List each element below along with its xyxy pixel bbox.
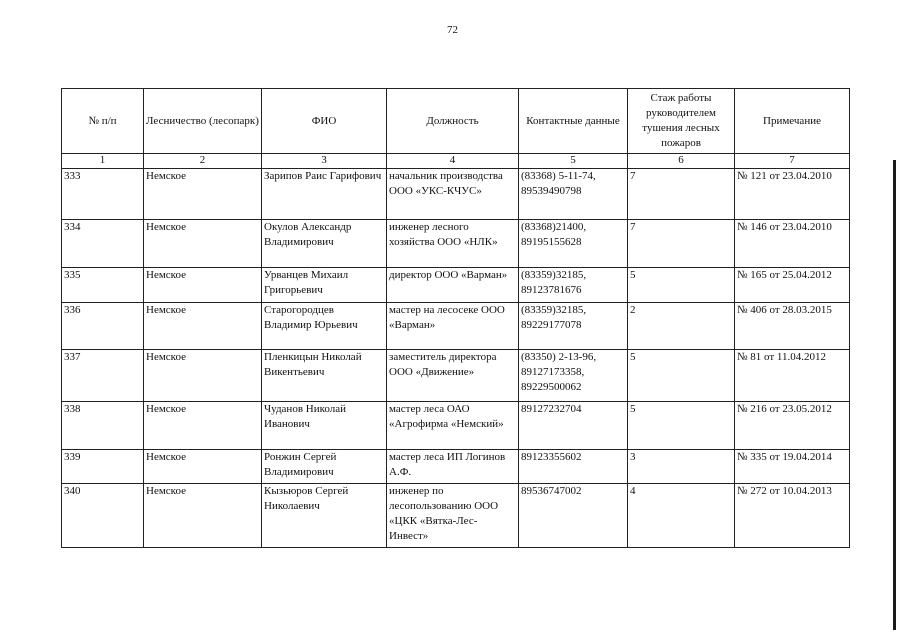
cell-experience: 4: [628, 484, 735, 548]
header-cell-experience: Стаж работы руководителем тушения лесных пожаров: [628, 89, 735, 154]
cell-forestry: Немское: [144, 220, 262, 268]
cell-position: начальник производства ООО «УКС-КЧУС»: [387, 169, 519, 220]
table-row: [62, 303, 850, 350]
cell-contacts: (83359)32185, 89123781676: [519, 268, 628, 303]
cell-fio: Урванцев Михаил Григорьевич: [262, 268, 387, 303]
table-row: [62, 402, 850, 450]
column-number: 4: [387, 154, 519, 169]
cell-note: № 146 от 23.04.2010: [735, 220, 850, 268]
table-row: [62, 350, 850, 402]
cell-position: директор ООО «Варман»: [387, 268, 519, 303]
cell-position: инженер по лесопользованию ООО «ЦКК «Вятка-Лес-Инвест»: [387, 484, 519, 548]
cell-position: заместитель директора ООО «Движение»: [387, 350, 519, 402]
cell-number: 333: [62, 169, 144, 220]
column-numbers-row: [62, 154, 850, 169]
cell-note: № 121 от 23.04.2010: [735, 169, 850, 220]
cell-experience: 7: [628, 169, 735, 220]
column-number: 3: [262, 154, 387, 169]
cell-contacts: 89127232704: [519, 402, 628, 450]
cell-fio: Зарипов Раис Гарифович: [262, 169, 387, 220]
cell-forestry: Немское: [144, 350, 262, 402]
cell-note: № 335 от 19.04.2014: [735, 450, 850, 484]
cell-experience: 3: [628, 450, 735, 484]
column-number: 5: [519, 154, 628, 169]
cell-forestry: Немское: [144, 484, 262, 548]
cell-forestry: Немское: [144, 402, 262, 450]
cell-fio: Старогородцев Владимир Юрьевич: [262, 303, 387, 350]
column-number: 7: [735, 154, 850, 169]
header-cell-forestry: Лесничество (лесопарк): [144, 89, 262, 154]
firefighters-table: [61, 88, 850, 548]
cell-note: № 216 от 23.05.2012: [735, 402, 850, 450]
cell-position: мастер леса ИП Логинов А.Ф.: [387, 450, 519, 484]
cell-number: 336: [62, 303, 144, 350]
column-number: 2: [144, 154, 262, 169]
header-cell-contacts: Контактные данные: [519, 89, 628, 154]
scan-edge-mark: [893, 160, 896, 630]
page-number: 72: [447, 24, 458, 36]
table-row: [62, 484, 850, 548]
cell-note: № 272 от 10.04.2013: [735, 484, 850, 548]
cell-number: 338: [62, 402, 144, 450]
cell-contacts: (83350) 2-13-96, 89127173358, 89229500062: [519, 350, 628, 402]
cell-position: мастер на лесосеке ООО «Варман»: [387, 303, 519, 350]
cell-fio: Чуданов Николай Иванович: [262, 402, 387, 450]
cell-number: 337: [62, 350, 144, 402]
cell-contacts: 89123355602: [519, 450, 628, 484]
cell-fio: Окулов Александр Владимирович: [262, 220, 387, 268]
cell-forestry: Немское: [144, 450, 262, 484]
cell-contacts: 89536747002: [519, 484, 628, 548]
table-row: [62, 169, 850, 220]
cell-fio: Кызьюров Сергей Николаевич: [262, 484, 387, 548]
cell-number: 334: [62, 220, 144, 268]
cell-experience: 5: [628, 350, 735, 402]
cell-forestry: Немское: [144, 303, 262, 350]
header-cell-note: Примечание: [735, 89, 850, 154]
column-number: 6: [628, 154, 735, 169]
table-row: [62, 268, 850, 303]
cell-forestry: Немское: [144, 268, 262, 303]
header-cell-position: Должность: [387, 89, 519, 154]
cell-note: № 81 от 11.04.2012: [735, 350, 850, 402]
cell-experience: 5: [628, 268, 735, 303]
cell-experience: 7: [628, 220, 735, 268]
cell-contacts: (83359)32185, 89229177078: [519, 303, 628, 350]
cell-position: инженер лесного хозяйства ООО «НЛК»: [387, 220, 519, 268]
column-number: 1: [62, 154, 144, 169]
cell-number: 340: [62, 484, 144, 548]
cell-fio: Ронжин Сергей Владимирович: [262, 450, 387, 484]
header-cell-fio: ФИО: [262, 89, 387, 154]
table-header: [62, 89, 850, 169]
cell-note: № 406 от 28.03.2015: [735, 303, 850, 350]
cell-number: 339: [62, 450, 144, 484]
cell-fio: Пленкицын Николай Викентьевич: [262, 350, 387, 402]
cell-number: 335: [62, 268, 144, 303]
cell-position: мастер леса ОАО «Агрофирма «Немский»: [387, 402, 519, 450]
cell-contacts: (83368)21400, 89195155628: [519, 220, 628, 268]
cell-forestry: Немское: [144, 169, 262, 220]
cell-note: № 165 от 25.04.2012: [735, 268, 850, 303]
cell-experience: 2: [628, 303, 735, 350]
table-row: [62, 220, 850, 268]
header-cell-number: № п/п: [62, 89, 144, 154]
table-row: [62, 450, 850, 484]
cell-contacts: (83368) 5-11-74, 89539490798: [519, 169, 628, 220]
cell-experience: 5: [628, 402, 735, 450]
